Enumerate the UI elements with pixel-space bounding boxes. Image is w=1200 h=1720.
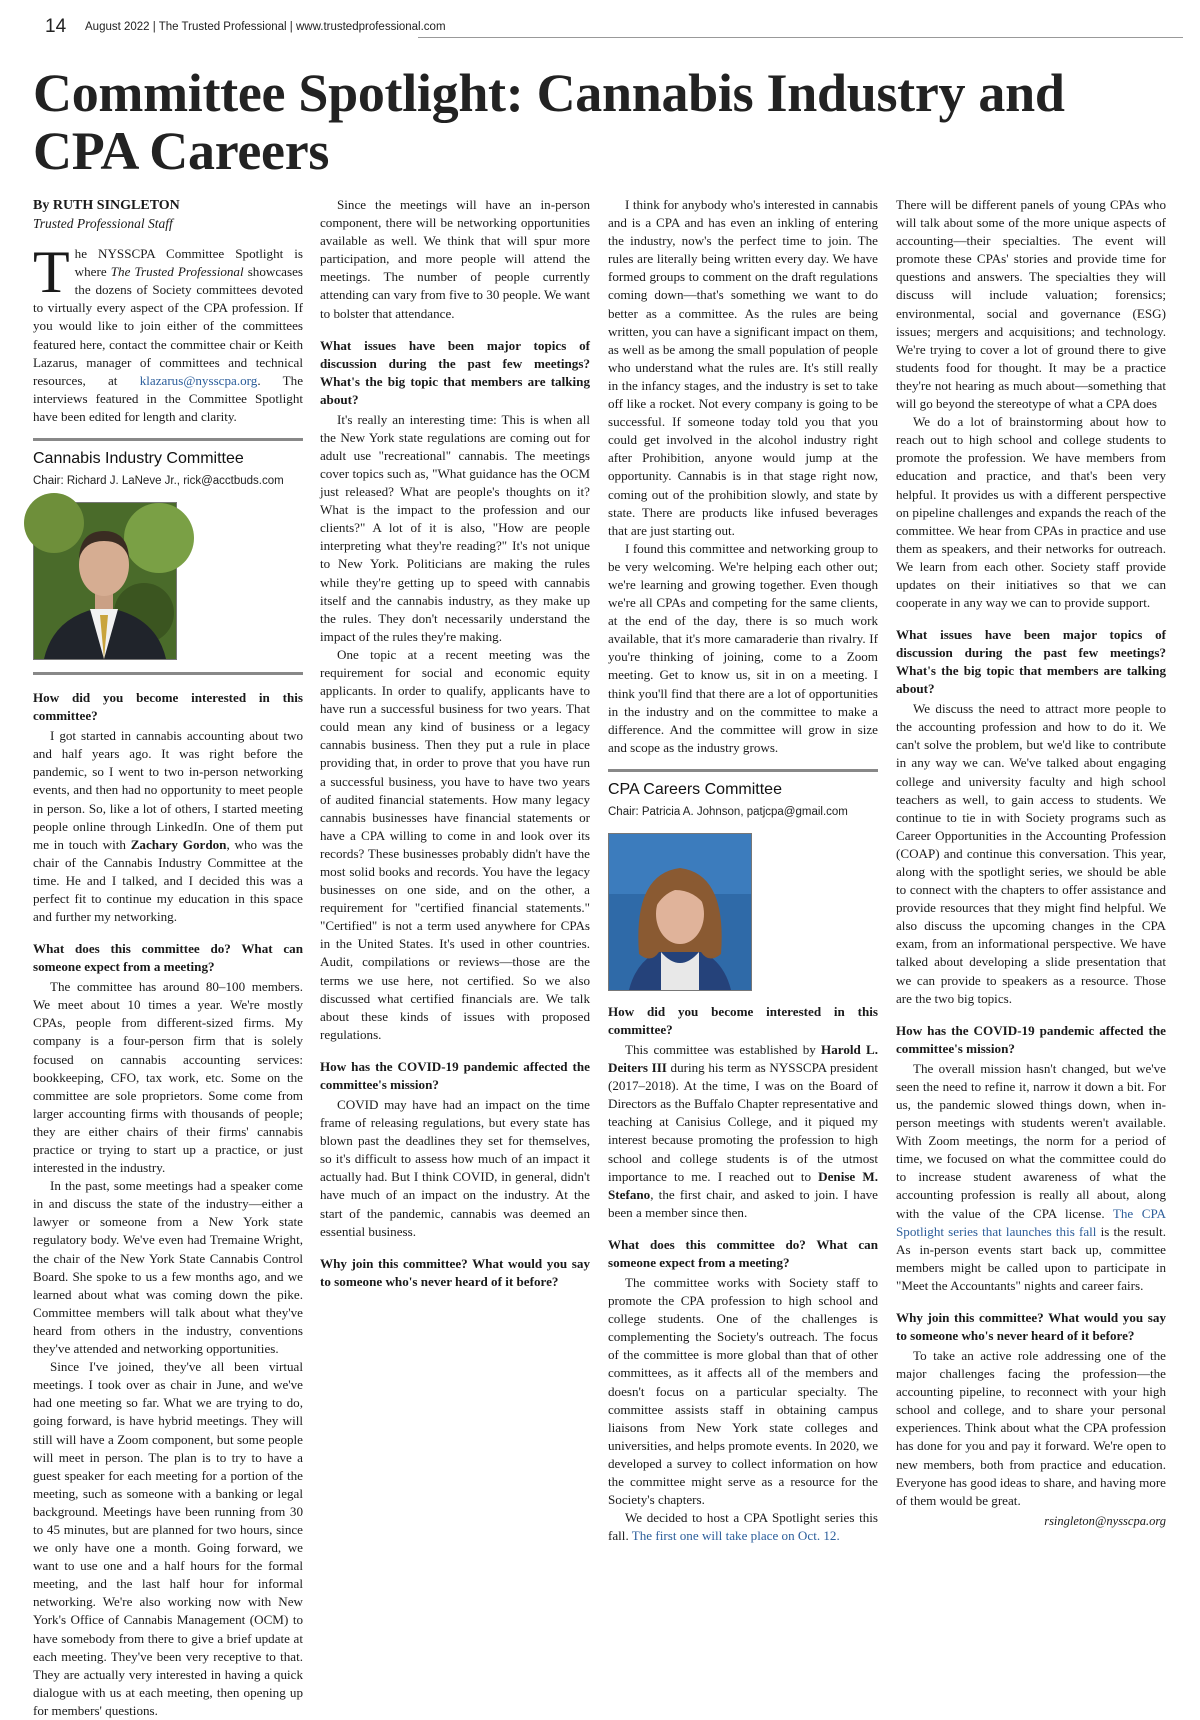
answer-paragraph: The overall mission hasn't changed, but we've seen the need to refine it, narrow it down a bit. For us, the pandemic slowed things down, when in-person meetings with students weren't available. With Zoom meetings, the norm for a period of time, we focused on what the committee could do to increase student awareness of what the accounting profession is really all about, along with the value of the CPA license. The CPA Spotlight series that launches this fall is the result. As in-person events start back up, committee members might be called upon to participate in "Meet the Accountants" nights and career fairs. (896, 1060, 1166, 1293)
answer-paragraph: Since the meetings will have an in-person component, there will be networking opportunities available as well. We think that will spur more participation, and more people will attend the meetings. The number of people currently attending can vary from five to 30 people. We want to bolster that attendance. (320, 197, 590, 321)
question-heading: What does this committee do? What can someone expect from a meeting? (608, 1236, 878, 1270)
event-link[interactable]: The first one will take place on Oct. 12. (631, 1528, 840, 1544)
answer-paragraph: This committee was established by Harold L. Deiters III during his term as NYSSCPA president (2017–2018). At the time, I was on the Board of Directors as the Buffalo Chapter representative and teaching at Canisius College, and it piqued my interest because promoting the profession to high school and college students is of the utmost importance to me. I reached out to Denise M. Stefano, the first chair, and asked to join. I have been a member since then. (608, 1042, 879, 1220)
answer-paragraph: I found this committee and networking group to be very welcoming. We're helping each other out; we're learning and growing together. Even though we're all CPAs and competing for the same clients, at the end of the day, there is so much work available, that it's more camaraderie than rivalry. If you're thinking of joining, come to a Zoom meeting. Get to know us, sit in on a meeting. I think you'll find that there are a lot of opportunities in the industry and on the committee to make a difference. And the committee will grow in size and scope as the industry grows. (608, 540, 878, 755)
question-heading: How has the COVID-19 pandemic affected the committee's mission? (896, 1022, 1166, 1056)
header-rule (418, 37, 1183, 38)
committee-name: Cannabis Industry Committee (33, 450, 244, 468)
author-email: rsingleton@nysscpa.org (1044, 1513, 1166, 1528)
committee-name: CPA Careers Committee (608, 780, 782, 798)
question-heading: Why join this committee? What would you say to someone who's never heard of it before? (320, 1255, 590, 1289)
answer-paragraph: One topic at a recent meeting was the requirement for social and economic equity applicants. In order to qualify, applicants have to have run a successful business for two years. That could mean any kind of business or a legacy cannabis business. Then they put a rule in place providing that, in order to prove that you have run a successful business, you have to have two years of audited financial statements. How many legacy cannabis businesses have financial statements or have a CPA willing to come in and look over its records? These businesses probably didn't have the most solid books and records. You have the legacy businesses on one side, and on the other, a requirement for "certified financial statements." "Certified" is not a term used anywhere for CPAs in the United States. It's used in other countries. Audit, compilations or reviews—those are the terms we use here, not certified. So we also discussed what certified financials are. We talk about these kinds of issues with proposed regulations. (320, 646, 590, 1042)
question-heading: How has the COVID-19 pandemic affected the committee's mission? (320, 1058, 590, 1092)
running-header (33, 14, 1183, 42)
column-3 (608, 196, 878, 1606)
drop-cap: T (33, 239, 70, 306)
answer-paragraph: COVID may have had an impact on the time frame of releasing regulations, but every state has blown past the deadlines they set for themselves, so it's difficult to assess how much of an impact it actually had. But I think COVID, in general, didn't have much of an impact on the industry. At the start of the pandemic, cannabis was deemed an essential business. (320, 1096, 590, 1239)
answer-paragraph: We do a lot of brainstorming about how to reach out to high school and college students to promote the profession. We have members from education and practice, and that's been very helpful. It provides us with a different perspective on pipeline challenges and expands the reach of the committee. We hear from CPAs in practice and use them as speakers, and their networks for outreach. We learn from each other. Society staff provide updates on their initiatives so that we can cooperate in any way we can to provide support. (896, 414, 1166, 611)
answer-paragraph: There will be different panels of young CPAs who will talk about some of the more unique aspects of accounting—their specialties. The event will promote these CPAs' stories and provide time for questions and answers. The specialties they will discuss will include valuation; forensics; environmental, social and governance (ESG) issues; mergers and acquisitions; and technology. We're trying to cover a lot of ground there to give students food for thought. It may be a practice they're not hearing as much about—something that will go beyond the stereotype of what a CPA does (896, 197, 1166, 412)
header-meta: August 2022 | The Trusted Professional | www.trustedprofessional.com (85, 21, 446, 33)
answer-paragraph: The committee works with Society staff to promote the CPA profession to high school and college students. One of the challenges is complementing the Society's outreach. The focus of the committee is more global than that of other committees, as it affects all of the members and doesn't focus on a particular specialty. The committee assists staff in obtaining campus liaisons from New York state colleges and universities, and helps promote events. In 2020, we developed a survey to collect information on how the committee might serve as a resource for the Society's chapters. (608, 1274, 878, 1508)
answer-paragraph: In the past, some meetings had a speaker come in and discuss the state of the industry—either a lawyer or someone from a New York state regulatory body. We've even had Tremaine Wright, the chair of the New York State Cannabis Control Board. She spoke to us a few months ago, and we learned about what was coming down the pike. Committee members will talk about what they've heard from others in the industry, conventions they've attended and networking opportunities. (33, 1178, 303, 1357)
question-heading: How did you become interested in this committee? (33, 690, 303, 724)
page-number: 14 (45, 16, 67, 37)
byline-role: Trusted Professional Staff (33, 216, 173, 231)
answer-paragraph: We decided to host a CPA Spotlight series this fall. The first one will take place on Oct. 12. (608, 1510, 878, 1544)
section-divider (33, 672, 303, 675)
intro-paragraph: The NYSSCPA Committee Spotlight is where The Trusted Professional showcases the dozens of Society committees devoted to virtually every aspect of the CPA profession. If you would like to join either of the committees featured here, contact the committee chair or Keith Lazarus, manager of committees and technical resources, at klazarus@nysscpa.org. The interviews featured in the Committee Spotlight have been edited for length and clarity. (33, 239, 304, 424)
column-4 (896, 196, 1166, 1606)
chair-photo-man (33, 502, 177, 660)
question-heading: What does this committee do? What can someone expect from a meeting? (33, 941, 303, 975)
article-title: Committee Spotlight: Cannabis Industry and CPA Careers (33, 63, 1065, 181)
answer-paragraph: I got started in cannabis accounting about two and half years ago. It was right before the pandemic, so I went to two in-person networking events, and then had no opportunity to meet people in person. So, like a lot of others, I started meeting people online through LinkedIn. One of them put me in touch with Zachary Gordon, who was the chair of the Cannabis Industry Committee at the time. He and I talked, and I decided this was a perfect fit to continue my education in this space and further my networking. (33, 728, 303, 925)
spotlight-series-link[interactable]: The CPA Spotlight series that launches this fall (896, 1205, 1166, 1239)
column-2 (320, 196, 590, 1606)
email-link[interactable]: klazarus@nysscpa.org (139, 372, 258, 388)
byline: By RUTH SINGLETON (33, 198, 180, 213)
question-heading: What issues have been major topics of discussion during the past few meetings? What's the big topic that members are talking about? (896, 627, 1166, 697)
committee-chair: Chair: Richard J. LaNeve Jr., rick@acctbuds.com (33, 475, 284, 488)
answer-paragraph: I think for anybody who's interested in cannabis and is a CPA and has even an inkling of entering the industry, now's the perfect time to join. The rules are literally being written every day. We have formed groups to comment on the draft regulations coming down—that's something we want to do better as a committee. As the rules are being written, you can have a significant impact on them, as well as be among the small population of people who understand what the rules are. It's still really in the infancy stages, and the industry is set to take off like a rocket. Not every company is going to be successful. If someone today told you that you could get involved in the alcohol industry right after Prohibition, anyone would jump at the opportunity. Cannabis is in that stage right now, coming out of the prohibition slowly, and state by state. There are products like infused beverages that are just starting out. (608, 197, 878, 538)
cpa-committee-box (608, 769, 878, 991)
answer-paragraph: The committee has around 80–100 members. We meet about 10 times a year. We're mostly CPAs, people from different-sized firms. My company is a four-person firm that is solely focused on cannabis accounting services: bookkeeping, CFO, tax work, etc. Some on the committee are sole proprietors. Some come from larger accounting firms with thousands of people; they are either chairs of their firms' cannabis practice or trying to start up a practice, or just interested in the industry. (33, 979, 303, 1176)
committee-chair: Chair: Patricia A. Johnson, patjcpa@gmail.com (608, 805, 848, 818)
answer-paragraph: We discuss the need to attract more people to the accounting profession and how to do it. We can't solve the problem, but we'd like to contribute in any way we can. We've talked about engaging college and university faculty and high school teachers as well, to gain access to students. We continue to tie in with Society programs such as Career Opportunities in the Accounting Profession (COAP) and continue this conversation. This year, along with the spotlight series, we should be able to connect with the chapters to offer assistance and provide resources that they might find helpful. We also discuss the upcoming changes in the CPA exam, from an informational perspective. We have talked about developing a slide presentation that we can provide to speakers as a resource. Those are the two big topics. (896, 701, 1166, 1006)
question-heading: How did you become interested in this committee? (608, 1004, 878, 1037)
question-heading: What issues have been major topics of discussion during the past few meetings? What's the big topic that members are talking about? (320, 337, 590, 407)
cannabis-committee-box (33, 438, 303, 660)
column-1 (33, 196, 304, 1718)
chair-photo-woman (608, 833, 752, 991)
answer-paragraph: Since I've joined, they've all been virtual meetings. I took over as chair in June, and we've had one meeting so far. What we are trying to do, going forward, is have hybrid meetings. They will still will have a Zoom component, but some people will meet in person. The plan is to try to have a guest speaker for each meeting for a portion of the meeting, such as someone with a banking or legal background. Meetings have been running from 30 to 45 minutes, but are planned for two hours, since we only have one a month. Going forward, we want to use one and a half hours for the formal meeting, and the last half hour for informal networking. We're also working now with New York's Office of Cannabis Management (OCM) to have somebody from there to give a brief update at each meeting. They've been very receptive to that. They are actually very interested in having a quick dialogue with us at each meeting, then opening up for members' questions. (33, 1359, 303, 1718)
answer-paragraph: To take an active role addressing one of the major challenges facing the profession—the accounting pipeline, to reconnect with your high school and college, and to share your personal experiences. Think about what the CPA profession has done for you and pay it forward. We're open to new members, both from practice and education. Everyone has good ideas to share, and having more of them would be great. (896, 1347, 1166, 1508)
answer-paragraph: It's really an interesting time: This is when all the New York state regulations are coming out for adult use "recreational" cannabis. The meetings cover topics such as, "What guidance has the OCM just released? What are people's thoughts on it? What is the impact to the profession and our clients?" A lot of it is also, "How are people interpreting what they're reading?" It's not unique to New York. Politicians are making the rules while they're getting up to speed with cannabis itself and the cannabis industry, as they make up the rules. They don't necessarily understand the impact of the rules they're making. (320, 411, 590, 644)
question-heading: Why join this committee? What would you say to someone who's never heard of it before? (896, 1309, 1166, 1343)
